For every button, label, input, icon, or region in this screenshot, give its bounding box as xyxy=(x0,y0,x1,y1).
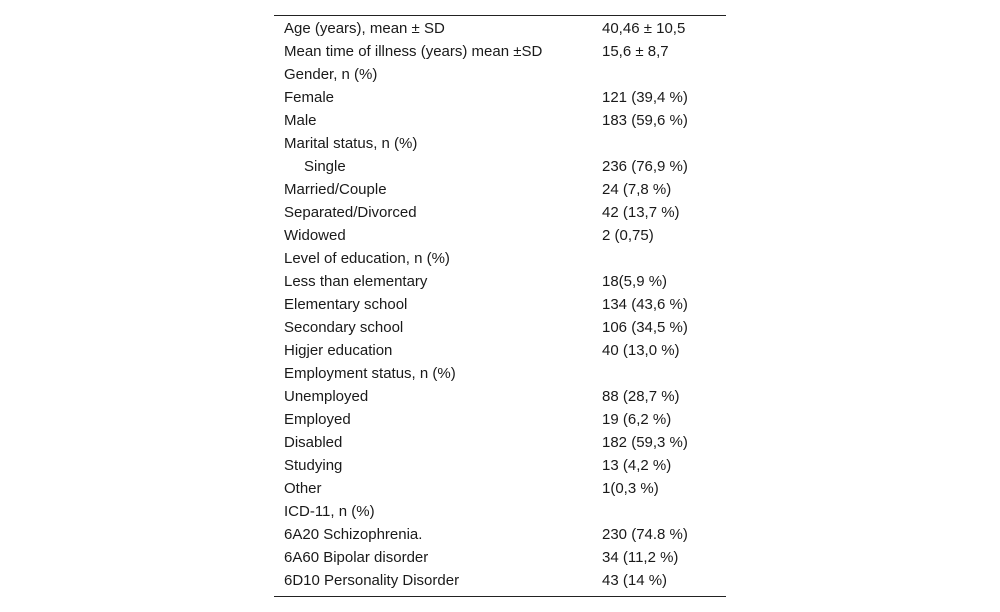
row-label: Secondary school xyxy=(284,319,404,336)
table-row xyxy=(274,431,726,454)
row-value: 40,46 ± 10,5 xyxy=(602,20,686,37)
table-row xyxy=(274,454,726,477)
row-value: 134 (43,6 %) xyxy=(602,296,688,313)
table-row xyxy=(274,385,726,408)
table-row xyxy=(274,155,726,178)
row-value: 13 (4,2 %) xyxy=(602,457,672,474)
row-value: 18(5,9 %) xyxy=(602,273,668,290)
row-value: 24 (7,8 %) xyxy=(602,181,672,198)
row-value xyxy=(602,500,726,523)
row-value xyxy=(602,362,726,385)
table-row xyxy=(274,86,726,109)
row-value: 43 (14 %) xyxy=(602,572,668,589)
row-label: 6A20 Schizophrenia. xyxy=(284,526,423,543)
table-row xyxy=(274,408,726,431)
demographics-table-grid xyxy=(274,17,726,592)
table-row xyxy=(274,17,726,40)
row-label: Widowed xyxy=(284,227,346,244)
table-row xyxy=(274,201,726,224)
row-value: 15,6 ± 8,7 xyxy=(602,43,669,60)
table-row xyxy=(274,178,726,201)
row-value xyxy=(602,132,726,155)
row-value xyxy=(602,247,726,270)
row-value: 2 (0,75) xyxy=(602,227,654,244)
table-row xyxy=(274,247,726,270)
table-row xyxy=(274,109,726,132)
table-body xyxy=(274,17,726,592)
row-label: Employed xyxy=(284,411,351,428)
row-label: Single xyxy=(304,158,346,175)
row-value: 34 (11,2 %) xyxy=(602,549,679,566)
row-label: Mean time of illness (years) mean ±SD xyxy=(284,43,543,60)
row-label: 6A60 Bipolar disorder xyxy=(284,549,429,566)
section-heading-gender: Gender, n (%) xyxy=(284,66,378,83)
row-value: 183 (59,6 %) xyxy=(602,112,688,129)
row-label: Elementary school xyxy=(284,296,408,313)
row-label: Studying xyxy=(284,457,343,474)
table-row xyxy=(274,569,726,592)
row-label: Married/Couple xyxy=(284,181,387,198)
row-value: 106 (34,5 %) xyxy=(602,319,688,336)
row-value: 19 (6,2 %) xyxy=(602,411,672,428)
row-label: Female xyxy=(284,89,335,106)
section-heading-marital-status: Marital status, n (%) xyxy=(284,135,418,152)
row-value: 121 (39,4 %) xyxy=(602,89,688,106)
row-label: Male xyxy=(284,112,317,129)
row-label: 6D10 Personality Disorder xyxy=(284,572,460,589)
section-heading-employment: Employment status, n (%) xyxy=(284,365,456,382)
section-heading-education: Level of education, n (%) xyxy=(284,250,450,267)
row-value: 182 (59,3 %) xyxy=(602,434,688,451)
row-value: 88 (28,7 %) xyxy=(602,388,680,405)
table-row xyxy=(274,63,726,86)
row-label: Age (years), mean ± SD xyxy=(284,20,445,37)
row-value: 1(0,3 %) xyxy=(602,480,659,497)
row-label: Less than elementary xyxy=(284,273,428,290)
row-label: Unemployed xyxy=(284,388,369,405)
row-label: Disabled xyxy=(284,434,343,451)
row-label: Other xyxy=(284,480,322,497)
table-row xyxy=(274,523,726,546)
row-value xyxy=(602,63,726,86)
table-row xyxy=(274,339,726,362)
table-row xyxy=(274,40,726,63)
table-row xyxy=(274,224,726,247)
table-row xyxy=(274,362,726,385)
table-row xyxy=(274,500,726,523)
table-row xyxy=(274,477,726,500)
demographics-table xyxy=(274,15,726,597)
table-row xyxy=(274,293,726,316)
section-heading-icd11: ICD-11, n (%) xyxy=(284,503,375,520)
table-row xyxy=(274,132,726,155)
row-label: Higjer education xyxy=(284,342,393,359)
row-value: 40 (13,0 %) xyxy=(602,342,680,359)
row-label: Separated/Divorced xyxy=(284,204,417,221)
table-row xyxy=(274,270,726,293)
table-row xyxy=(274,546,726,569)
row-value: 230 (74.8 %) xyxy=(602,526,688,543)
table-row xyxy=(274,316,726,339)
row-value: 42 (13,7 %) xyxy=(602,204,680,221)
row-value: 236 (76,9 %) xyxy=(602,158,688,175)
